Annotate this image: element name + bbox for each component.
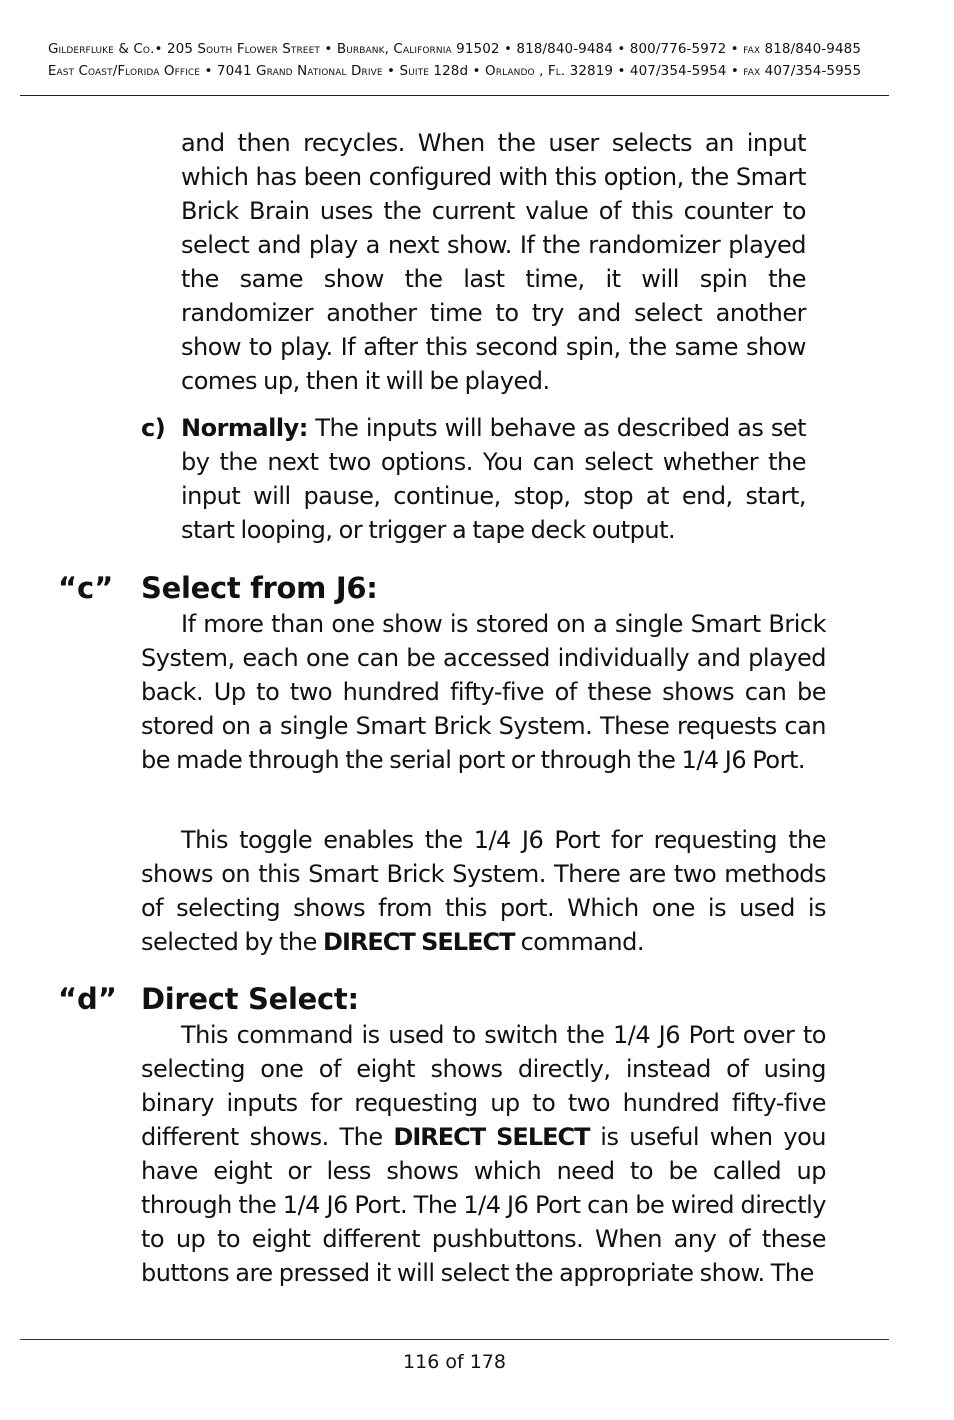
- address-street: South Flower Street: [197, 41, 320, 57]
- office-name: East Coast/Florida Office: [47, 63, 201, 79]
- fax-number: 818/840-9485: [760, 41, 862, 57]
- separator: •: [319, 41, 337, 57]
- address-city: Burbank: [336, 41, 385, 57]
- phone-numbers: 91502 • 818/840-9484 • 800/776-5972 •: [451, 41, 744, 57]
- company-name: Gilderfluke: [47, 41, 114, 57]
- address-number: • 7041: [200, 63, 257, 79]
- paragraph-text: This command is used to switch the 1/4 J6 Port over to selecting one of eight shows directly, instead of using binary inputs for requesting up to two hundred fifty-five different shows. The: [141, 1021, 826, 1151]
- section-marker-c: “c”: [58, 571, 114, 605]
- page-header: [0, 38, 909, 82]
- section-marker-d: “d”: [58, 982, 117, 1016]
- fax-number: 407/354-5955: [760, 63, 862, 79]
- phone-numbers: 32819 • 407/354-5954 •: [565, 63, 744, 79]
- address-street: Grand National Drive: [256, 63, 383, 79]
- header-rule: [20, 95, 889, 96]
- header-line-2: [0, 60, 909, 82]
- footer-rule: [20, 1339, 889, 1340]
- paragraph-direct-select: [141, 1018, 826, 1290]
- company-suffix: & Co: [113, 41, 151, 57]
- paragraph-select-from-j6-2: [141, 823, 826, 959]
- separator: ,: [384, 41, 394, 57]
- address-state: , Fl.: [534, 63, 566, 79]
- paragraph-randomizer: and then recycles. When the user selects an input which has been configured with this option, the Smart Brick Brain uses the current value of this counter to select and play a next show. If the randomizer played the same show the last time, it will spin the randomizer another time to try and select another show to play. If after this second spin, the same show comes up, then it will be played.: [181, 129, 806, 395]
- paragraph-select-from-j6-1: If more than one show is stored on a single Smart Brick System, each one can be accessed individually and played back. Up to two hundred fifty-five of these shows can be stored on a single Smart Brick System. These requests can be made through the serial port or through the 1/4 J6 Port.: [141, 610, 826, 774]
- list-item-body: The inputs will behave as described as set by the next two options. You can select whether the input will pause, continue, stop, stop at end, start, start looping, or trigger a tape deck output.: [181, 414, 806, 544]
- fax-label: fax: [743, 63, 761, 79]
- paragraph-text: This toggle enables the 1/4 J6 Port for requesting the shows on this Smart Brick System. There are two methods of selecting shows from this port. Which one is used is selected by the: [141, 826, 826, 956]
- address-state: California: [393, 41, 452, 57]
- header-line-1: [0, 38, 909, 60]
- suite-number: 128d •: [429, 63, 485, 79]
- list-item-term: Normally:: [181, 414, 308, 442]
- separator: •: [382, 63, 400, 79]
- section-title-select-from-j6: Select from J6:: [141, 571, 378, 605]
- command-name: DIRECT SELECT: [393, 1123, 590, 1151]
- section-title-direct-select: Direct Select:: [141, 982, 359, 1016]
- paragraph-text: is useful when you have eight or less shows which need to be called up through the 1/4 J6 Port. The 1/4 J6 Port can be wired directly to up to eight different pushbuttons. When any of these buttons are pressed it will select the appropriate show. The: [141, 1123, 826, 1287]
- address-city: Orlando: [484, 63, 535, 79]
- command-name: DIRECT SELECT: [323, 928, 515, 956]
- list-item-text: [181, 411, 806, 547]
- paragraph-text: command.: [514, 928, 644, 956]
- list-item-normally: [141, 411, 806, 547]
- fax-label: fax: [743, 41, 761, 57]
- page-number: 116 of 178: [403, 1351, 506, 1373]
- list-item-label: c): [141, 414, 166, 442]
- suite-label: Suite: [399, 63, 429, 79]
- address-number: .• 205: [150, 41, 198, 57]
